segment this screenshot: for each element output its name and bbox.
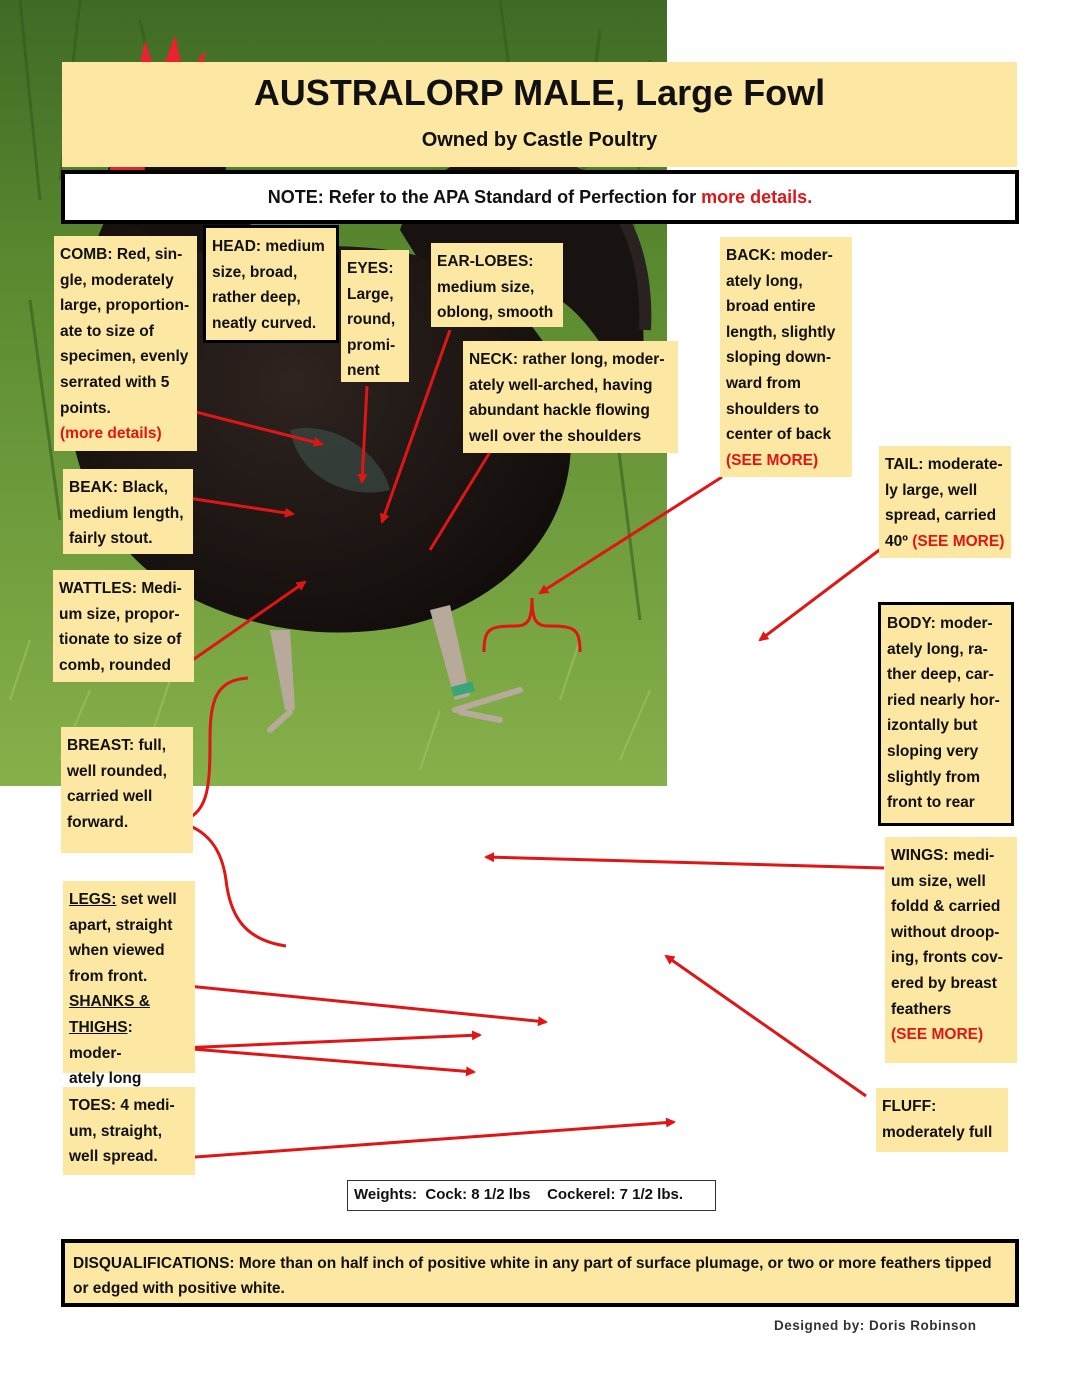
- arrow-back: [540, 477, 722, 593]
- label-earlobes: [431, 243, 563, 327]
- back-see-more-link[interactable]: (SEE MORE): [726, 451, 819, 469]
- back-bracket: [484, 598, 580, 652]
- legs-text: set well apart, straight when viewed from front.: [69, 891, 177, 985]
- comb-text: COMB: Red, sin- gle, moderately large, proportion- ate to size of specimen, evenly serrated with 5 points.: [60, 246, 190, 417]
- wings-see-more-link[interactable]: (SEE MORE): [891, 1026, 984, 1044]
- beak-text: BEAK: Black, medium length, fairly stout.: [69, 479, 184, 548]
- wattles-text: WATTLES: Medi- um size, propor- tionate to size of comb, rounded: [59, 580, 182, 674]
- label-neck: [463, 341, 678, 453]
- arrow-toes: [182, 1122, 674, 1158]
- toes-text: TOES: 4 medi- um, straight, well spread.: [69, 1097, 175, 1166]
- head-text: HEAD: medium size, broad, rather deep, neatly curved.: [212, 238, 325, 332]
- label-toes: [63, 1087, 195, 1175]
- label-beak: [63, 469, 193, 554]
- label-comb: [54, 236, 197, 451]
- tail-text: TAIL: moderate- ly large, well spread, carried 40º: [885, 456, 1003, 550]
- legs-heading: LEGS:: [69, 891, 117, 908]
- arrow-neck: [430, 452, 490, 550]
- arrow-beak: [188, 498, 293, 514]
- shanks-heading: SHANKS &: [69, 993, 150, 1011]
- fluff-text: FLUFF: moderately full: [882, 1098, 993, 1141]
- thighs-heading: THIGHS: [69, 1018, 128, 1036]
- page-title: AUSTRALORP MALE, Large Fowl: [253, 72, 826, 113]
- arrow-wings: [486, 857, 884, 868]
- weights-box: Weights: Cock: 8 1/2 lbs Cockerel: 7 1/2 lbs.: [347, 1180, 716, 1211]
- body-text: BODY: moder- ately long, ra- ther deep, car- ried nearly hor- izontally but sloping very slightly from front to rear: [887, 615, 1000, 812]
- tail-see-more-link[interactable]: (SEE MORE): [912, 532, 1005, 550]
- label-wattles: [53, 570, 194, 682]
- label-fluff: [876, 1088, 1008, 1152]
- note-text: NOTE: Refer to the APA Standard of Perfection for: [267, 187, 702, 207]
- designer-credit: Designed by: Doris Robinson: [774, 1318, 977, 1333]
- shanks-thighs-text: : moder- ately long: [69, 1018, 142, 1088]
- label-eyes: [341, 250, 409, 382]
- comb-more-details-link[interactable]: (more details): [60, 425, 162, 443]
- disqualifications-box: DISQUALIFICATIONS: More than on half inch of positive white in any part of surface plumage, or two or more feathers tipped or edged with positive white.: [61, 1239, 1019, 1307]
- arrow-shanks: [180, 1035, 480, 1048]
- wings-text: WINGS: medi- um size, well foldd & carried without droop- ing, fronts cov- ered by breast feathers: [891, 847, 1003, 1018]
- label-breast: [61, 727, 193, 853]
- arrow-legs: [188, 986, 546, 1022]
- arrow-tail: [760, 548, 882, 640]
- arrow-wattles: [184, 582, 305, 666]
- label-tail: [879, 446, 1011, 558]
- label-wings: [885, 837, 1017, 1063]
- eyes-text: EYES: Large, round, promi- nent: [347, 260, 396, 380]
- neck-text: NECK: rather long, moder- ately well-arched, having abundant hackle flowing well over the shoulders: [469, 351, 665, 445]
- earlobes-text: EAR-LOBES: medium size, oblong, smooth: [437, 253, 554, 322]
- label-back: [720, 237, 852, 477]
- arrow-thighs: [180, 1048, 474, 1072]
- back-text: BACK: moder- ately long, broad entire length, slightly sloping down- ward from shoulders to center of back: [726, 247, 836, 444]
- label-body: [878, 602, 1014, 826]
- label-head: [203, 225, 339, 343]
- note-more-details-link[interactable]: more details.: [701, 187, 813, 207]
- arrow-eyes: [362, 386, 367, 482]
- arrow-fluff: [666, 956, 866, 1096]
- label-legs: [63, 881, 195, 1088]
- breast-text: BREAST: full, well rounded, carried well forward.: [67, 737, 167, 831]
- page-subtitle: Owned by Castle Poultry: [421, 129, 658, 151]
